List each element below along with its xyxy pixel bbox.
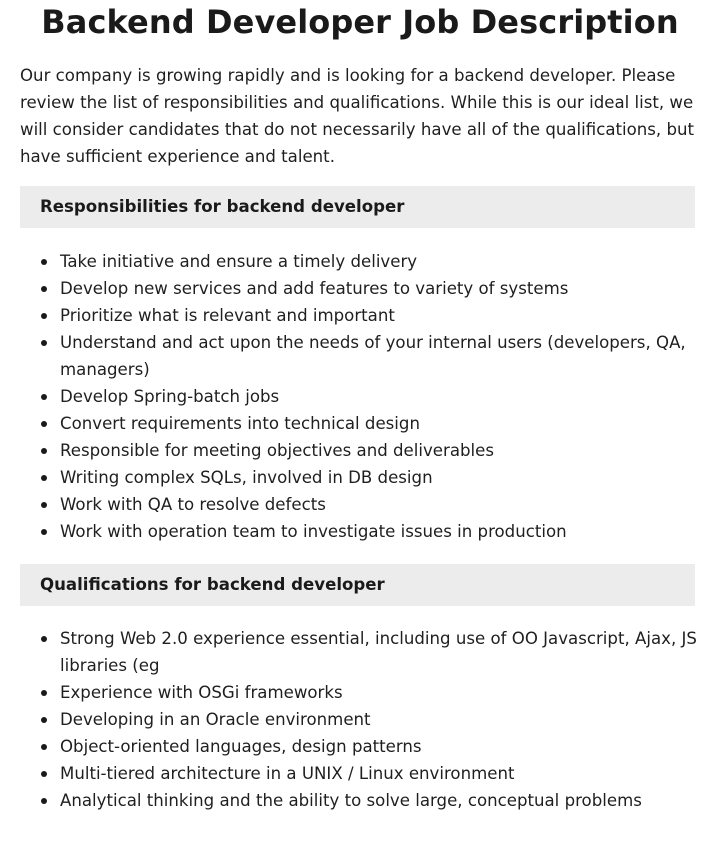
- bullet-icon: [41, 798, 47, 804]
- list-item-text: Prioritize what is relevant and important: [60, 306, 395, 325]
- list-item-text: Analytical thinking and the ability to solve large, conceptual problems: [60, 791, 642, 810]
- list-item-text: Writing complex SQLs, involved in DB design: [60, 468, 433, 487]
- bullet-icon: [41, 717, 47, 723]
- bullet-icon: [41, 259, 47, 265]
- bullet-icon: [41, 421, 47, 427]
- bullet-icon: [41, 636, 47, 642]
- list-item: [20, 383, 700, 410]
- list-item: [20, 248, 700, 275]
- bullet-icon: [41, 448, 47, 454]
- responsibilities-heading: Responsibilities for backend developer: [20, 186, 695, 228]
- list-item-text: Understand and act upon the needs of your internal users (developers, QA, managers): [60, 333, 686, 379]
- bullet-icon: [41, 529, 47, 535]
- bullet-icon: [41, 286, 47, 292]
- bullet-icon: [41, 475, 47, 481]
- list-item: [20, 733, 700, 760]
- list-item-text: Work with operation team to investigate issues in production: [60, 522, 567, 541]
- list-item: [20, 275, 700, 302]
- responsibilities-list: [20, 248, 700, 545]
- list-item-text: Experience with OSGi frameworks: [60, 683, 343, 702]
- bullet-icon: [41, 502, 47, 508]
- list-item-text: Object-oriented languages, design patterns: [60, 737, 422, 756]
- list-item-text: Convert requirements into technical design: [60, 414, 420, 433]
- list-item-text: Work with QA to resolve defects: [60, 495, 326, 514]
- list-item-text: Strong Web 2.0 experience essential, including use of OO Javascript, Ajax, JS libraries (eg: [60, 629, 697, 675]
- list-item: [20, 329, 700, 383]
- list-item: [20, 437, 700, 464]
- page-title: Backend Developer Job Description: [41, 3, 679, 41]
- list-item: [20, 706, 700, 733]
- list-item: [20, 302, 700, 329]
- list-item-text: Develop new services and add features to variety of systems: [60, 279, 569, 298]
- bullet-icon: [41, 313, 47, 319]
- qualifications-heading: Qualifications for backend developer: [20, 564, 695, 606]
- list-item-text: Multi-tiered architecture in a UNIX / Linux environment: [60, 764, 515, 783]
- qualifications-list: [20, 625, 700, 814]
- bullet-icon: [41, 771, 47, 777]
- list-item-text: Take initiative and ensure a timely delivery: [60, 252, 418, 271]
- bullet-icon: [41, 744, 47, 750]
- list-item-text: Develop Spring-batch jobs: [60, 387, 280, 406]
- list-item: [20, 464, 700, 491]
- list-item: [20, 760, 700, 787]
- bullet-icon: [41, 690, 47, 696]
- list-item: [20, 410, 700, 437]
- list-item: [20, 787, 700, 814]
- list-item: [20, 679, 700, 706]
- list-item-text: Developing in an Oracle environment: [60, 710, 371, 729]
- list-item: [20, 491, 700, 518]
- list-item: [20, 518, 700, 545]
- list-item-text: Responsible for meeting objectives and deliverables: [60, 441, 495, 460]
- intro-paragraph: Our company is growing rapidly and is looking for a backend developer. Please review the list of responsibilities and qualifications. While this is our ideal list, we will consider candidates that do not necessarily have all of the qualifications, but have sufficient experience and talent.: [20, 66, 695, 166]
- list-item: [20, 625, 700, 679]
- bullet-icon: [41, 340, 47, 346]
- bullet-icon: [41, 394, 47, 400]
